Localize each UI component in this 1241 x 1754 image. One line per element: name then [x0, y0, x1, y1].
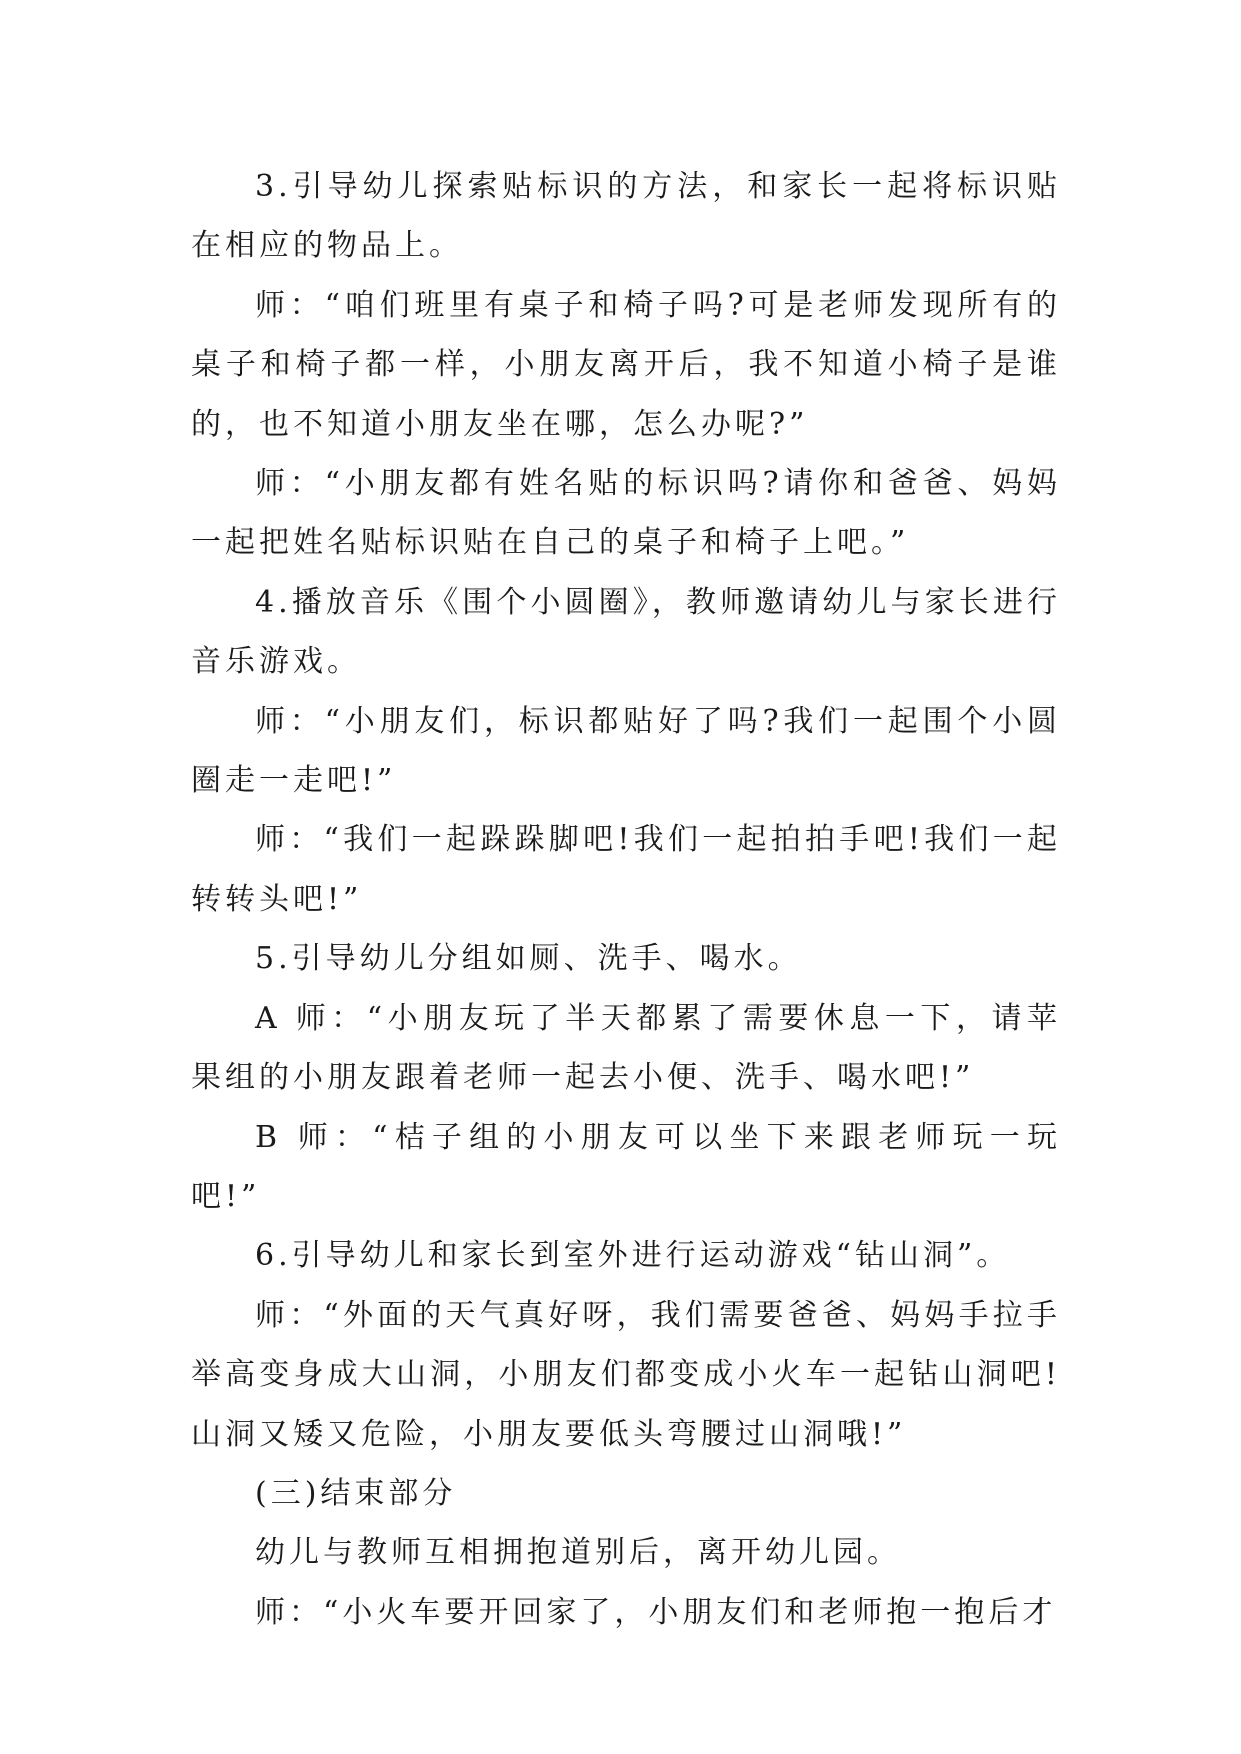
- paragraph-step-3: 3.引导幼儿探索贴标识的方法，和家长一起将标识贴在相应的物品上。: [191, 169, 1061, 264]
- paragraph-teacher-train: 师：“小火车要开回家了，小朋友们和老师抱一抱后才: [255, 1594, 1057, 1630]
- paragraph-teacher-actions: 师：“我们一起跺跺脚吧!我们一起拍拍手吧!我们一起转转头吧!”: [191, 822, 1061, 917]
- paragraph-teacher-circle: 师：“小朋友们，标识都贴好了吗?我们一起围个小圆圈走一走吧!”: [191, 703, 1061, 799]
- paragraph-teacher-desks: 师：“咱们班里有桌子和椅子吗?可是老师发现所有的桌子和椅子都一样，小朋友离开后，我不知道小椅子是谁的，也不知道小朋友坐在哪，怎么办呢?”: [191, 287, 1061, 442]
- paragraph-farewell: 幼儿与教师互相拥抱道别后，离开幼儿园。: [255, 1535, 901, 1571]
- document-body: [191, 157, 1061, 1642]
- paragraph-step-4: 4.播放音乐《围个小圆圈》，教师邀请幼儿与家长进行音乐游戏。: [191, 584, 1061, 680]
- section-heading-ending: (三)结束部分: [255, 1475, 457, 1511]
- paragraph-step-6: 6.引导幼儿和家长到室外进行运动游戏“钻山洞”。: [255, 1238, 1011, 1274]
- paragraph-teacher-tunnel: 师：“外面的天气真好呀，我们需要爸爸、妈妈手拉手举高变身成大山洞，小朋友们都变成小火车一起钻山洞吧!山洞又矮又危险，小朋友要低头弯腰过山洞哦!”: [191, 1297, 1061, 1452]
- paragraph-teacher-name-labels: 师：“小朋友都有姓名贴的标识吗?请你和爸爸、妈妈一起把姓名贴标识贴在自己的桌子和椅子上吧。”: [191, 466, 1061, 561]
- paragraph-step-5: 5.引导幼儿分组如厕、洗手、喝水。: [255, 941, 802, 977]
- paragraph-teacher-a: A 师：“小朋友玩了半天都累了需要休息一下，请苹果组的小朋友跟着老师一起去小便、洗手、喝水吧!”: [191, 1000, 1061, 1096]
- paragraph-teacher-b: B 师：“桔子组的小朋友可以坐下来跟老师玩一玩吧!”: [191, 1119, 1061, 1214]
